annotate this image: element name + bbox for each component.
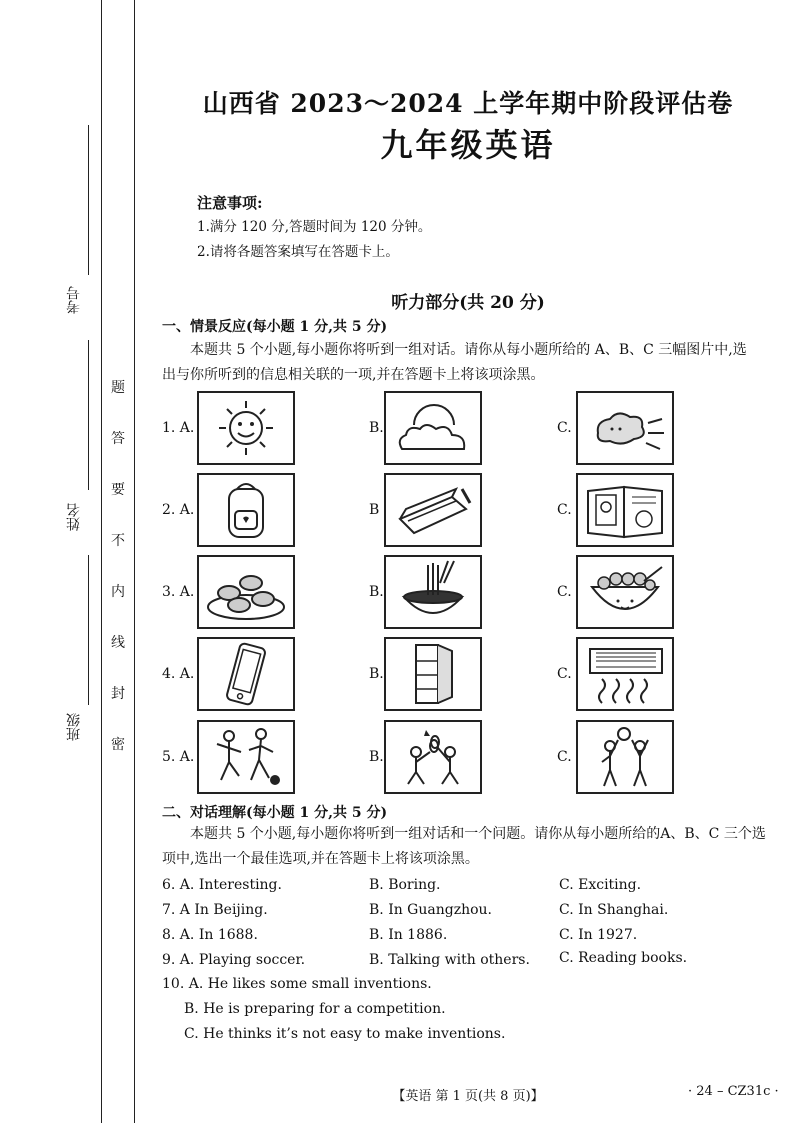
margin-line-left [101,0,102,1123]
seal-char: 密 [111,737,125,753]
noodles-icon [384,555,482,629]
note-item: 2.请将各题答案填写在答题卡上。 [197,244,399,260]
intro-line: 本题共 5 个小题,每小题你将听到一组对话和一个问题。请你从每小题所给的A、B、C 三个选 [190,826,766,842]
option-c-label: C. [557,584,572,600]
section1-heading: 一、情景反应(每小题 1 分,共 5 分) [162,319,388,335]
seal-char: 线 [111,635,125,651]
seal-char: 题 [111,380,125,396]
seal-char: 不 [111,533,125,549]
sun-icon [197,391,295,465]
exam-no-blank [88,125,89,275]
option-a: 6. A. Interesting. [162,877,282,893]
option-a: 9. A. Playing soccer. [162,952,306,968]
book-icon [576,473,674,547]
air-conditioner-icon [576,637,674,711]
exam-title: 山西省 2023～2024 上学年期中阶段评估卷 [202,89,734,118]
question-number: 4. A. [162,666,195,682]
note-item: 1.满分 120 分,答题时间为 120 分钟。 [197,219,432,235]
soccer-icon [197,720,295,794]
option-b: B. He is preparing for a competition. [184,1001,446,1017]
badminton-icon [384,720,482,794]
seal-char: 要 [111,482,125,498]
phone-icon [197,637,295,711]
volleyball-icon [576,720,674,794]
class-label: 班级 [66,713,82,741]
class-blank [88,555,89,705]
seal-char: 答 [111,431,125,447]
option-b-label: B. [369,749,384,765]
option-a: 8. A. In 1688. [162,927,258,943]
section1-intro [162,338,786,388]
wind-icon [576,391,674,465]
cloud-icon [384,391,482,465]
option-c-label: C. [557,420,572,436]
option-a: 10. A. He likes some small inventions. [162,976,432,992]
exam-subtitle: 九年级英语 [380,126,556,164]
option-c-label: C. [557,666,572,682]
option-b-label: B. [369,420,384,436]
question-number: 5. A. [162,749,195,765]
option-c: C. He thinks it’s not easy to make inventions. [184,1026,506,1042]
question-number: 1. A. [162,420,195,436]
intro-line: 本题共 5 个小题,每小题你将听到一组对话。请你从每小题所给的 A、B、C 三幅图片中,选 [190,342,747,358]
seal-char: 封 [111,686,125,702]
option-b-label: B. [369,584,384,600]
option-b-label: B [369,502,380,518]
name-blank [88,340,89,490]
option-b: B. In Guangzhou. [369,902,492,918]
option-b: B. Boring. [369,877,441,893]
option-c: C. Exciting. [559,877,642,893]
option-b-label: B. [369,666,384,682]
option-c-label: C. [557,502,572,518]
seal-char: 内 [111,584,125,600]
fridge-icon [384,637,482,711]
option-c-label: C. [557,749,572,765]
page-footer: 【英语 第 1 页(共 8 页)】 [392,1089,544,1104]
intro-line: 项中,选出一个最佳选项,并在答题卡上将该项涂黑。 [162,851,479,867]
option-a: 7. A In Beijing. [162,902,268,918]
dumpling-bowl-icon [576,555,674,629]
option-b: B. Talking with others. [369,952,530,968]
paper-code: · 24 – CZ31c · [688,1084,779,1099]
margin-line-right [134,0,135,1123]
section2-intro [162,822,786,872]
question-number: 3. A. [162,584,195,600]
name-label: 姓名 [66,503,82,531]
pencil-case-icon [384,473,482,547]
mooncake-icon [197,555,295,629]
notes-heading: 注意事项: [197,194,263,212]
option-c: C. Reading books. [559,950,688,966]
option-c: C. In Shanghai. [559,902,669,918]
listening-heading: 听力部分(共 20 分) [391,293,545,313]
backpack-icon [197,473,295,547]
option-c: C. In 1927. [559,927,638,943]
question-number: 2. A. [162,502,195,518]
option-b: B. In 1886. [369,927,448,943]
intro-line: 出与你所听到的信息相关联的一项,并在答题卡上将该项涂黑。 [162,367,545,383]
exam-no-label: 考号 [66,286,82,314]
section2-heading: 二、对话理解(每小题 1 分,共 5 分) [162,805,388,821]
